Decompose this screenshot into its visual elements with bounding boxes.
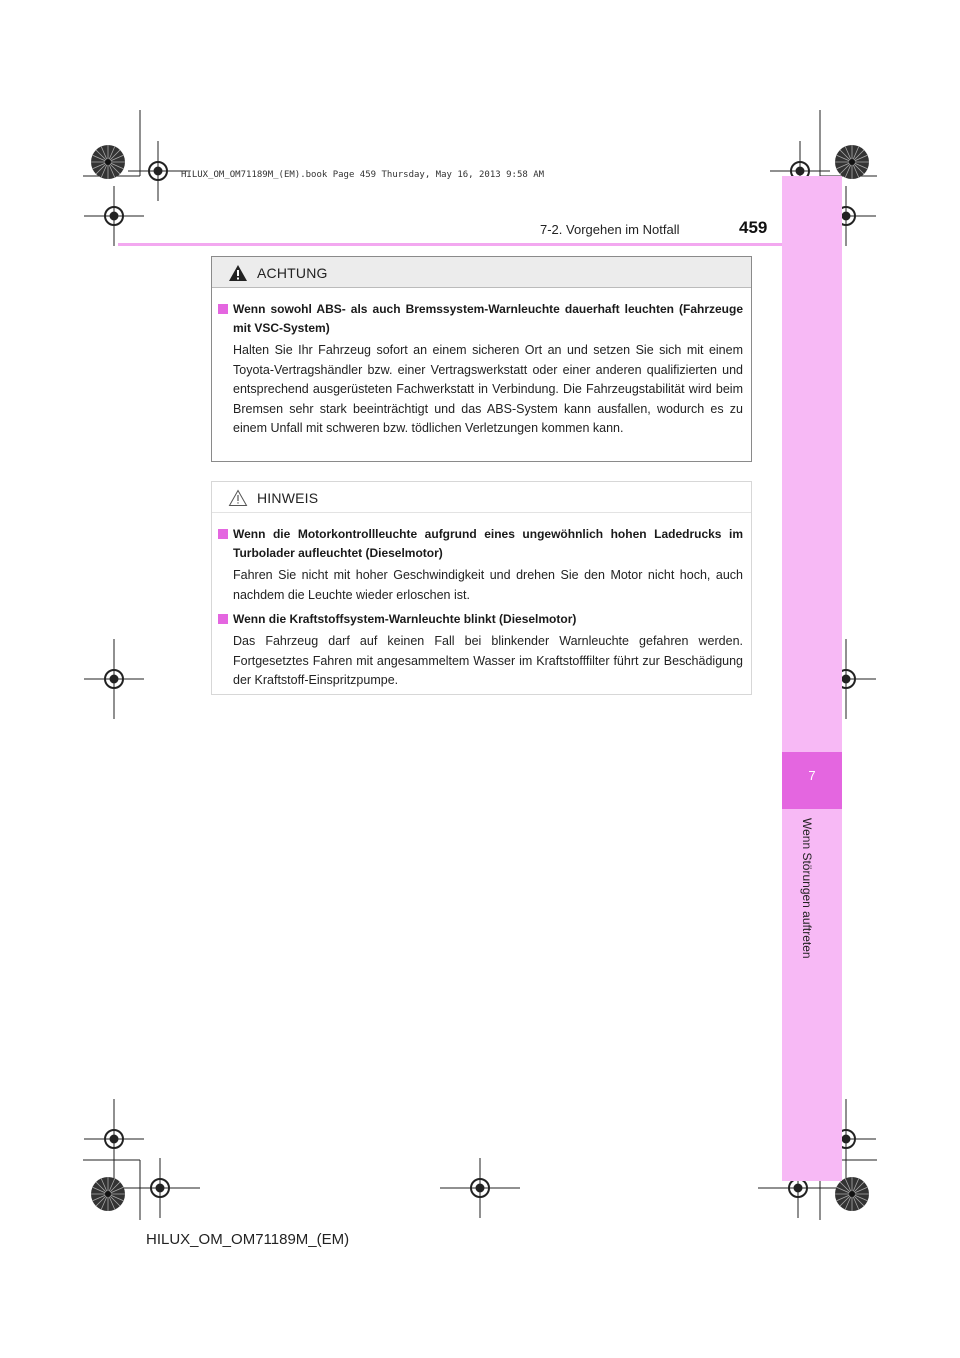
crosshair-icon bbox=[84, 186, 144, 246]
caution-item bbox=[218, 300, 743, 439]
caution-header bbox=[212, 257, 751, 288]
document-code: HILUX_OM_OM71189M_(EM) bbox=[146, 1231, 350, 1248]
crosshair-icon bbox=[120, 1158, 200, 1218]
note-title: HINWEIS bbox=[257, 490, 319, 506]
registration-starburst-icon bbox=[90, 144, 126, 180]
note-box bbox=[211, 481, 752, 695]
square-bullet-icon bbox=[218, 304, 228, 314]
chapter-side-tab bbox=[782, 176, 842, 1181]
note-item bbox=[218, 525, 743, 605]
chapter-number: 7 bbox=[808, 768, 816, 783]
registration-starburst-icon bbox=[834, 144, 870, 180]
caution-item-heading: Wenn sowohl ABS- als auch Bremssystem-Warnleuchte dauerhaft leuchten (Fahrzeuge mit VSC-System) bbox=[233, 302, 743, 335]
caution-item-text: Halten Sie Ihr Fahrzeug sofort an einem sicheren Ort an und setzen Sie sich mit einem Toyota-Vertragshändler bzw. einer Vertragswerkstatt oder einer anderen qualifizierten und entsprechend ausgerüsteten Fachwerkstatt in Verbindung. Die Fahrzeugstabilität wird beim Bremsen sehr stark beeinträchtigt und das ABS-System kann ausfallen, wodurch es zu einem Unfall mit schweren bzw. tödlichen Verletzungen kommen kann. bbox=[233, 343, 743, 435]
header-rule bbox=[118, 243, 782, 246]
section-title: 7-2. Vorgehen im Notfall bbox=[540, 222, 680, 237]
caution-box bbox=[211, 256, 752, 462]
note-item-text: Fahren Sie nicht mit hoher Geschwindigkeit und drehen Sie den Motor nicht hoch, auch nachdem die Leuchte wieder erloschen ist. bbox=[233, 568, 743, 602]
registration-starburst-icon bbox=[90, 1176, 126, 1212]
crosshair-icon bbox=[84, 639, 144, 719]
crosshair-icon bbox=[440, 1158, 520, 1218]
chapter-title: Wenn Störungen auftreten bbox=[800, 818, 814, 959]
file-stamp: HILUX_OM_OM71189M_(EM).book Page 459 Thursday, May 16, 2013 9:58 AM bbox=[181, 170, 545, 180]
square-bullet-icon bbox=[218, 529, 228, 539]
page-number: 459 bbox=[739, 218, 768, 237]
note-item bbox=[218, 610, 743, 691]
registration-starburst-icon bbox=[834, 1176, 870, 1212]
warning-triangle-filled-icon bbox=[228, 264, 248, 282]
chapter-number-tab bbox=[782, 752, 842, 809]
caution-title: ACHTUNG bbox=[257, 265, 328, 281]
note-header bbox=[212, 482, 751, 513]
note-item-text: Das Fahrzeug darf auf keinen Fall bei blinkender Warnleuchte gefahren werden. Fortgesetztes Fahren mit angesammeltem Wasser im Kraftstofffilter führt zur Beschädigung der Kraftstoff-Einspritzpumpe. bbox=[233, 634, 743, 687]
note-item-heading: Wenn die Kraftstoffsystem-Warnleuchte blinkt (Dieselmotor) bbox=[233, 612, 577, 626]
square-bullet-icon bbox=[218, 614, 228, 624]
warning-triangle-outline-icon bbox=[228, 489, 248, 507]
note-item-heading: Wenn die Motorkontrollleuchte aufgrund eines ungewöhnlich hohen Ladedrucks im Turbolader aufleuchtet (Dieselmotor) bbox=[233, 527, 743, 560]
